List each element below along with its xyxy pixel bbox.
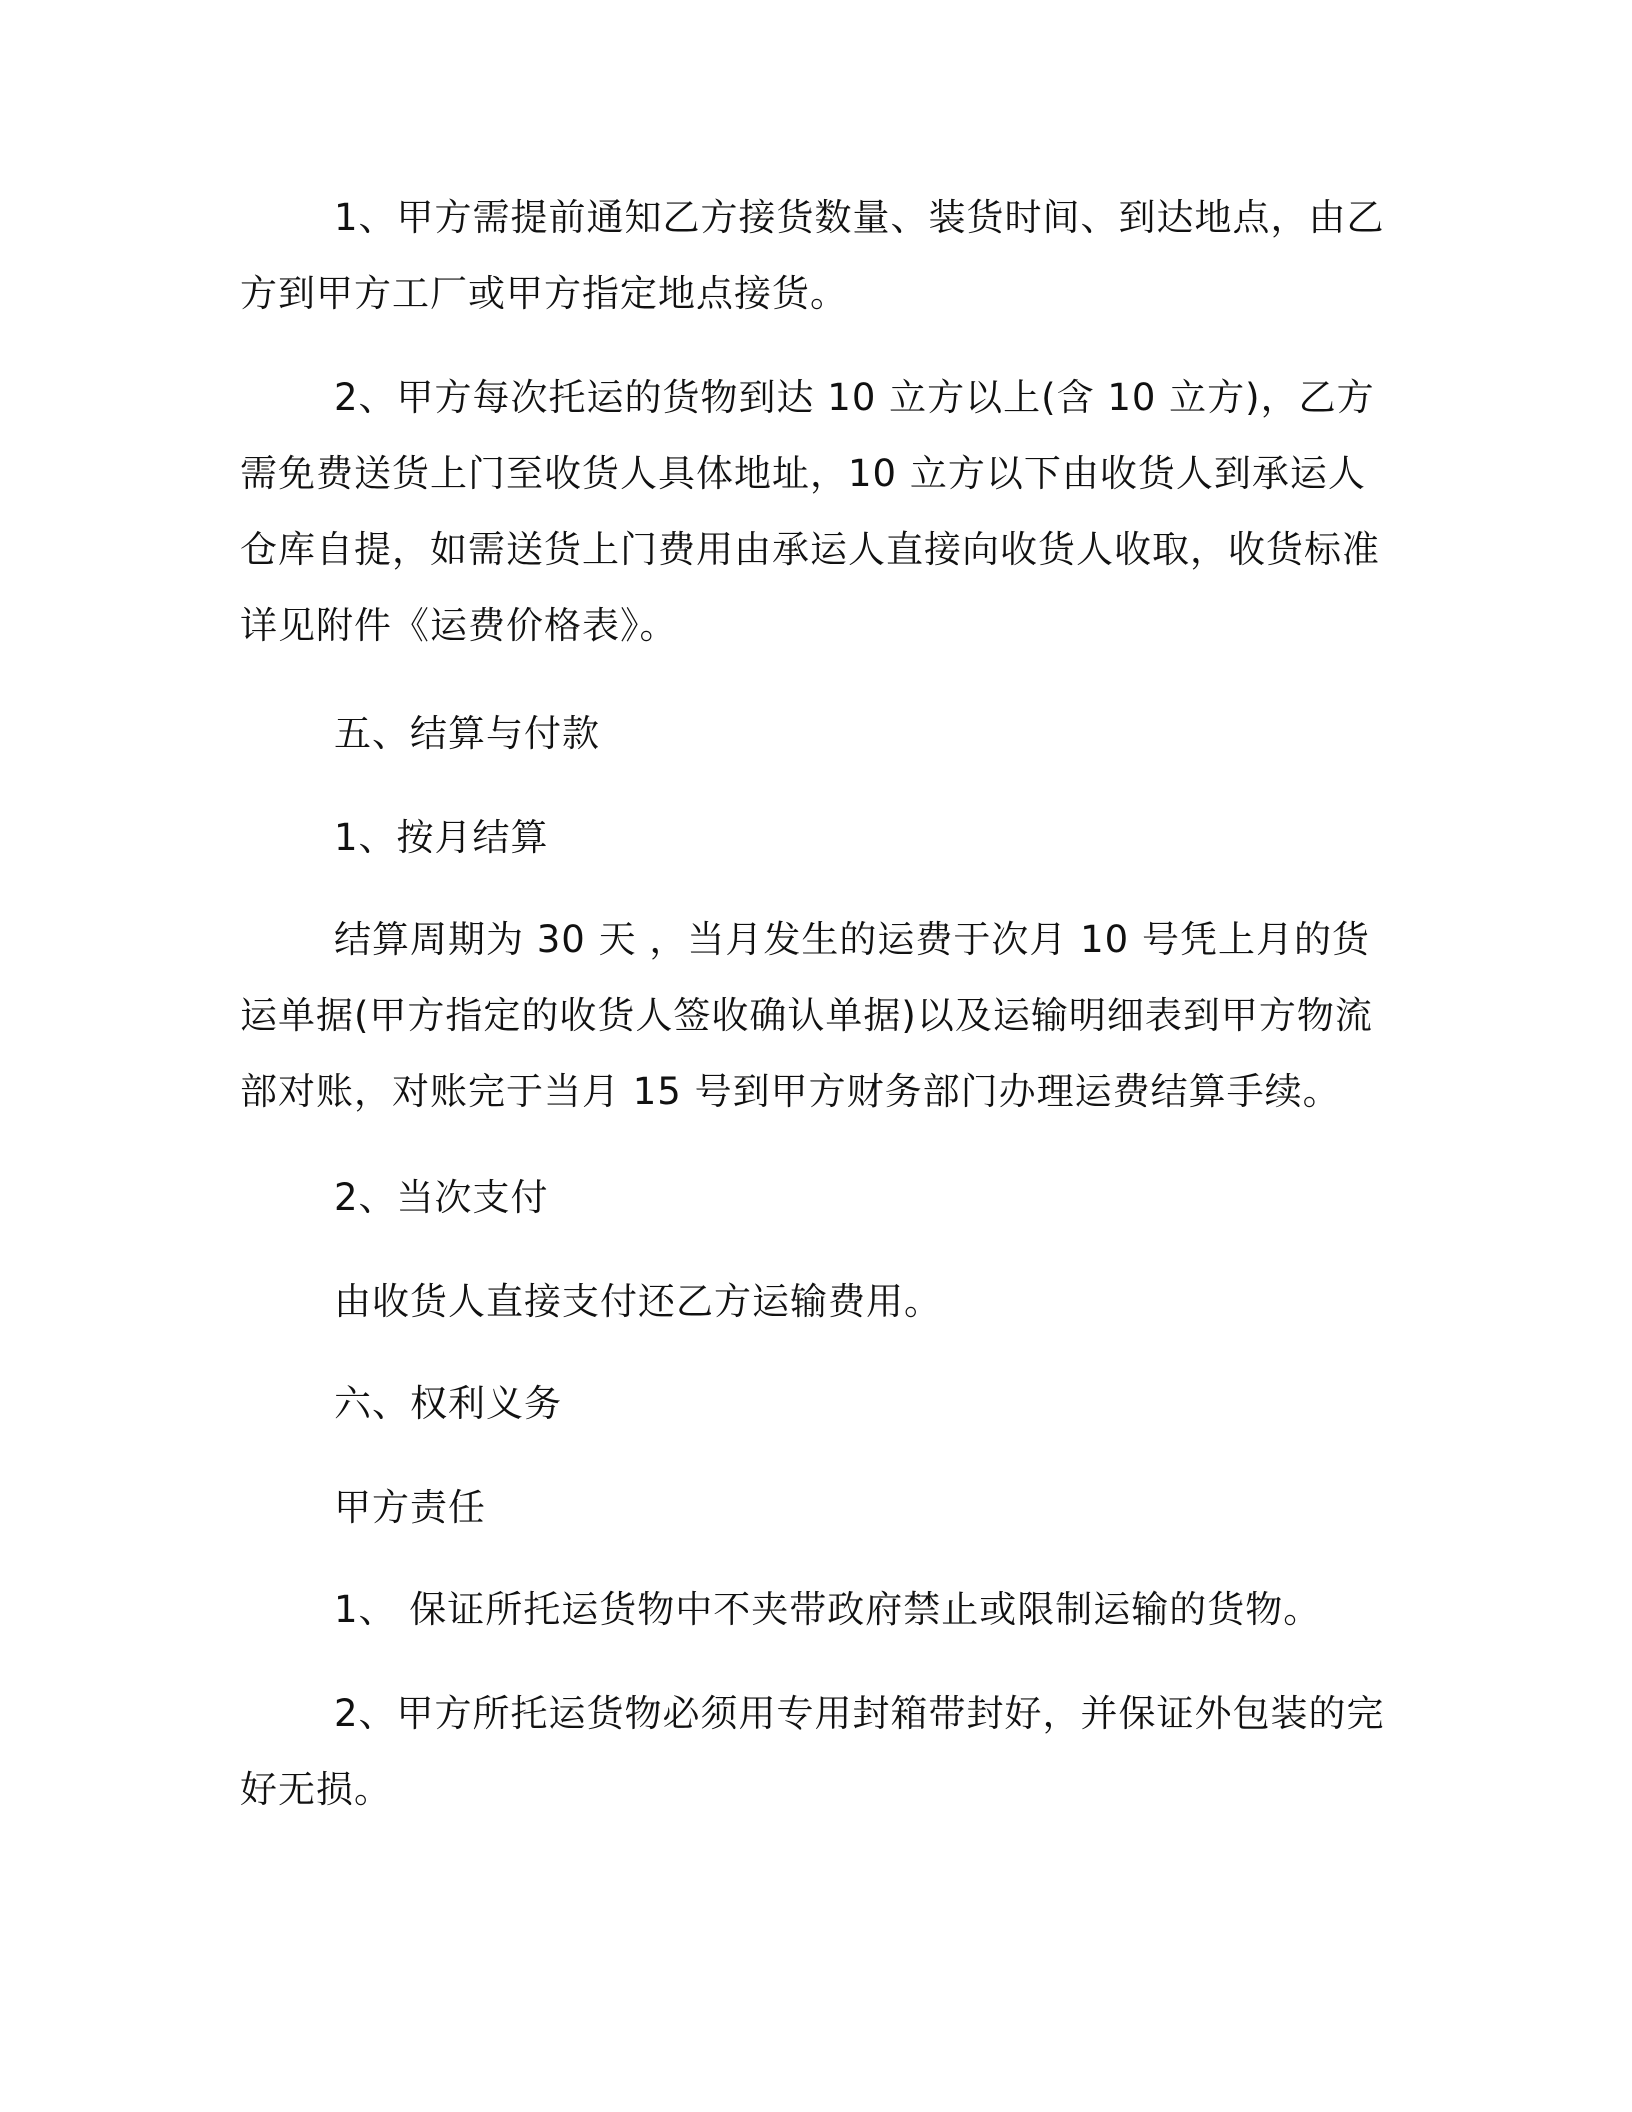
heading-settlement-payment: 五、结算与付款 bbox=[334, 712, 600, 755]
paragraph-pickup-notice: 1、甲方需提前通知乙方接货数量、装货时间、到达地点，由乙方到甲方工厂或甲方指定地点接货。 bbox=[240, 196, 1385, 315]
paragraph-settlement-cycle: 结算周期为 30 天 ，当月发生的运费于次月 10 号凭上月的货运单据(甲方指定的收货人签收确认单据)以及运输明细表到甲方物流部对账，对账完于当月 15 号到甲方财务部门办理运费结算手续。 bbox=[240, 918, 1373, 1113]
heading-per-shipment-payment: 2、当次支付 bbox=[334, 1176, 549, 1219]
heading-party-a-responsibility: 甲方责任 bbox=[334, 1486, 486, 1529]
paragraph-packaging-requirement: 2、甲方所托运货物必须用专用封箱带封好，并保证外包装的完好无损。 bbox=[240, 1692, 1385, 1811]
paragraph-delivery-terms: 2、甲方每次托运的货物到达 10 立方以上(含 10 立方)，乙方需免费送货上门至收货人具体地址，10 立方以下由收货人到承运人仓库自提，如需送货上门费用由承运人直接向收货人收取，收货标准详见附件《运费价格表》。 bbox=[240, 376, 1380, 647]
heading-rights-obligations: 六、权利义务 bbox=[334, 1382, 562, 1425]
heading-monthly-settlement: 1、按月结算 bbox=[334, 816, 549, 859]
paragraph-consignee-payment: 由收货人直接支付还乙方运输费用。 bbox=[334, 1280, 942, 1323]
paragraph-no-prohibited-goods: 1、 保证所托运货物中不夹带政府禁止或限制运输的货物。 bbox=[334, 1588, 1322, 1631]
